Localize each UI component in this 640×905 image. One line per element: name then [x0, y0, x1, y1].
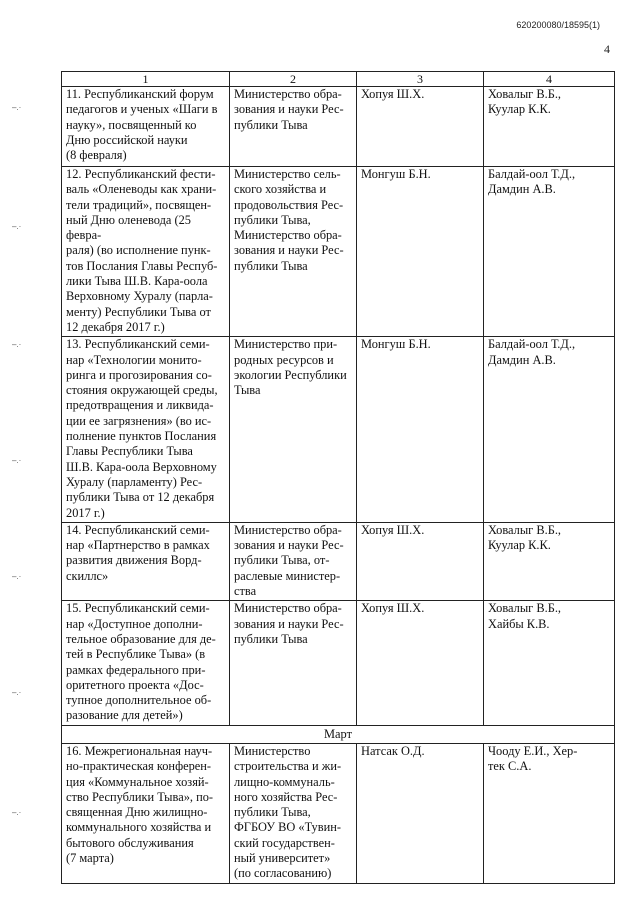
table-row — [62, 743, 615, 883]
curators-cell: Чооду Е.И., Хер- тек С.А. — [484, 743, 615, 883]
event-cell: 16. Межрегиональная науч- но-практическая конферен- ция «Коммунальное хозяй- ство Республики Тыва», по- священная Дню жилищно- коммунального хозяйства и бытового обслуживания (7 марта) — [62, 743, 230, 883]
event-cell: 14. Республиканский семи- нар «Партнерство в рамках развития движения Ворд- скиллс» — [62, 522, 230, 600]
column-number: 3 — [357, 72, 484, 87]
events-table — [61, 71, 615, 884]
table-row — [62, 601, 615, 725]
margin-mark: –.· — [12, 456, 22, 465]
column-number-row — [62, 72, 615, 87]
event-cell: 13. Республиканский семи- нар «Технологии монито- ринга и прогозирования со- стояния окружающей среды, предотвращения и ликвида- ции ее загрязнения» (во ис- полнение пунктов Послания Главы Республики Тыва Ш.В. Кара-оола Верховному Хуралу (парламенту) Рес- публики Тыва от 12 декабря 2017 г.) — [62, 337, 230, 523]
responsible-cell: Хопуя Ш.Х. — [357, 601, 484, 725]
responsible-cell: Монгуш Б.Н. — [357, 167, 484, 337]
event-cell: 12. Республиканский фести- валь «Оленеводы как храни- тели традиций», посвящен- ный Дню оленевода (25 февра- раля) (во исполнение пунк- тов Послания Главы Респуб- лики Тыва Ш.В. Кара-оола Верховному Хуралу (парла- менту) Республики Тыва от 12 декабря 2017 г.) — [62, 167, 230, 337]
organizer-cell: Министерство обра- зования и науки Рес- публики Тыва — [230, 601, 357, 725]
curators-cell: Балдай-оол Т.Д., Дамдин А.В. — [484, 167, 615, 337]
column-number: 2 — [230, 72, 357, 87]
curators-cell: Ховалыг В.Б., Куулар К.К. — [484, 87, 615, 167]
table-row — [62, 87, 615, 167]
month-label: Март — [62, 725, 615, 743]
column-number: 1 — [62, 72, 230, 87]
document-code: 620200080/18595(1) — [516, 20, 600, 30]
margin-mark: –.· — [12, 808, 22, 817]
table-row — [62, 337, 615, 523]
organizer-cell: Министерство строительства и жи- лищно-коммуналь- ного хозяйства Рес- публики Тыва, ФГБОУ ВО «Тувин- ский государствен- ный университет» (по согласованию) — [230, 743, 357, 883]
table-row — [62, 522, 615, 600]
table-row — [62, 167, 615, 337]
column-number: 4 — [484, 72, 615, 87]
event-cell: 11. Республиканский форум педагогов и ученых «Шаги в науку», посвященный ко Дню российской науки (8 февраля) — [62, 87, 230, 167]
month-row — [62, 725, 615, 743]
organizer-cell: Министерство обра- зования и науки Рес- публики Тыва, от- раслевые министер- ства — [230, 522, 357, 600]
organizer-cell: Министерство обра- зования и науки Рес- публики Тыва — [230, 87, 357, 167]
margin-mark: –.· — [12, 572, 22, 581]
margin-mark: –.· — [12, 103, 22, 112]
responsible-cell: Натсак О.Д. — [357, 743, 484, 883]
curators-cell: Балдай-оол Т.Д., Дамдин А.В. — [484, 337, 615, 523]
responsible-cell: Хопуя Ш.Х. — [357, 87, 484, 167]
curators-cell: Ховалыг В.Б., Куулар К.К. — [484, 522, 615, 600]
margin-mark: –.· — [12, 340, 22, 349]
margin-mark: –.· — [12, 222, 22, 231]
page-number: 4 — [604, 42, 610, 56]
organizer-cell: Министерство сель- ского хозяйства и продовольствия Рес- публики Тыва, Министерство обра- зования и науки Рес- публики Тыва — [230, 167, 357, 337]
event-cell: 15. Республиканский семи- нар «Доступное дополни- тельное образование для де- тей в Республике Тыва» (в рамках федерального при- оритетного проекта «Дос- тупное дополнительное об- разование для детей») — [62, 601, 230, 725]
organizer-cell: Министерство при- родных ресурсов и экологии Республики Тыва — [230, 337, 357, 523]
responsible-cell: Монгуш Б.Н. — [357, 337, 484, 523]
curators-cell: Ховалыг В.Б., Хайбы К.В. — [484, 601, 615, 725]
margin-mark: –.· — [12, 688, 22, 697]
responsible-cell: Хопуя Ш.Х. — [357, 522, 484, 600]
